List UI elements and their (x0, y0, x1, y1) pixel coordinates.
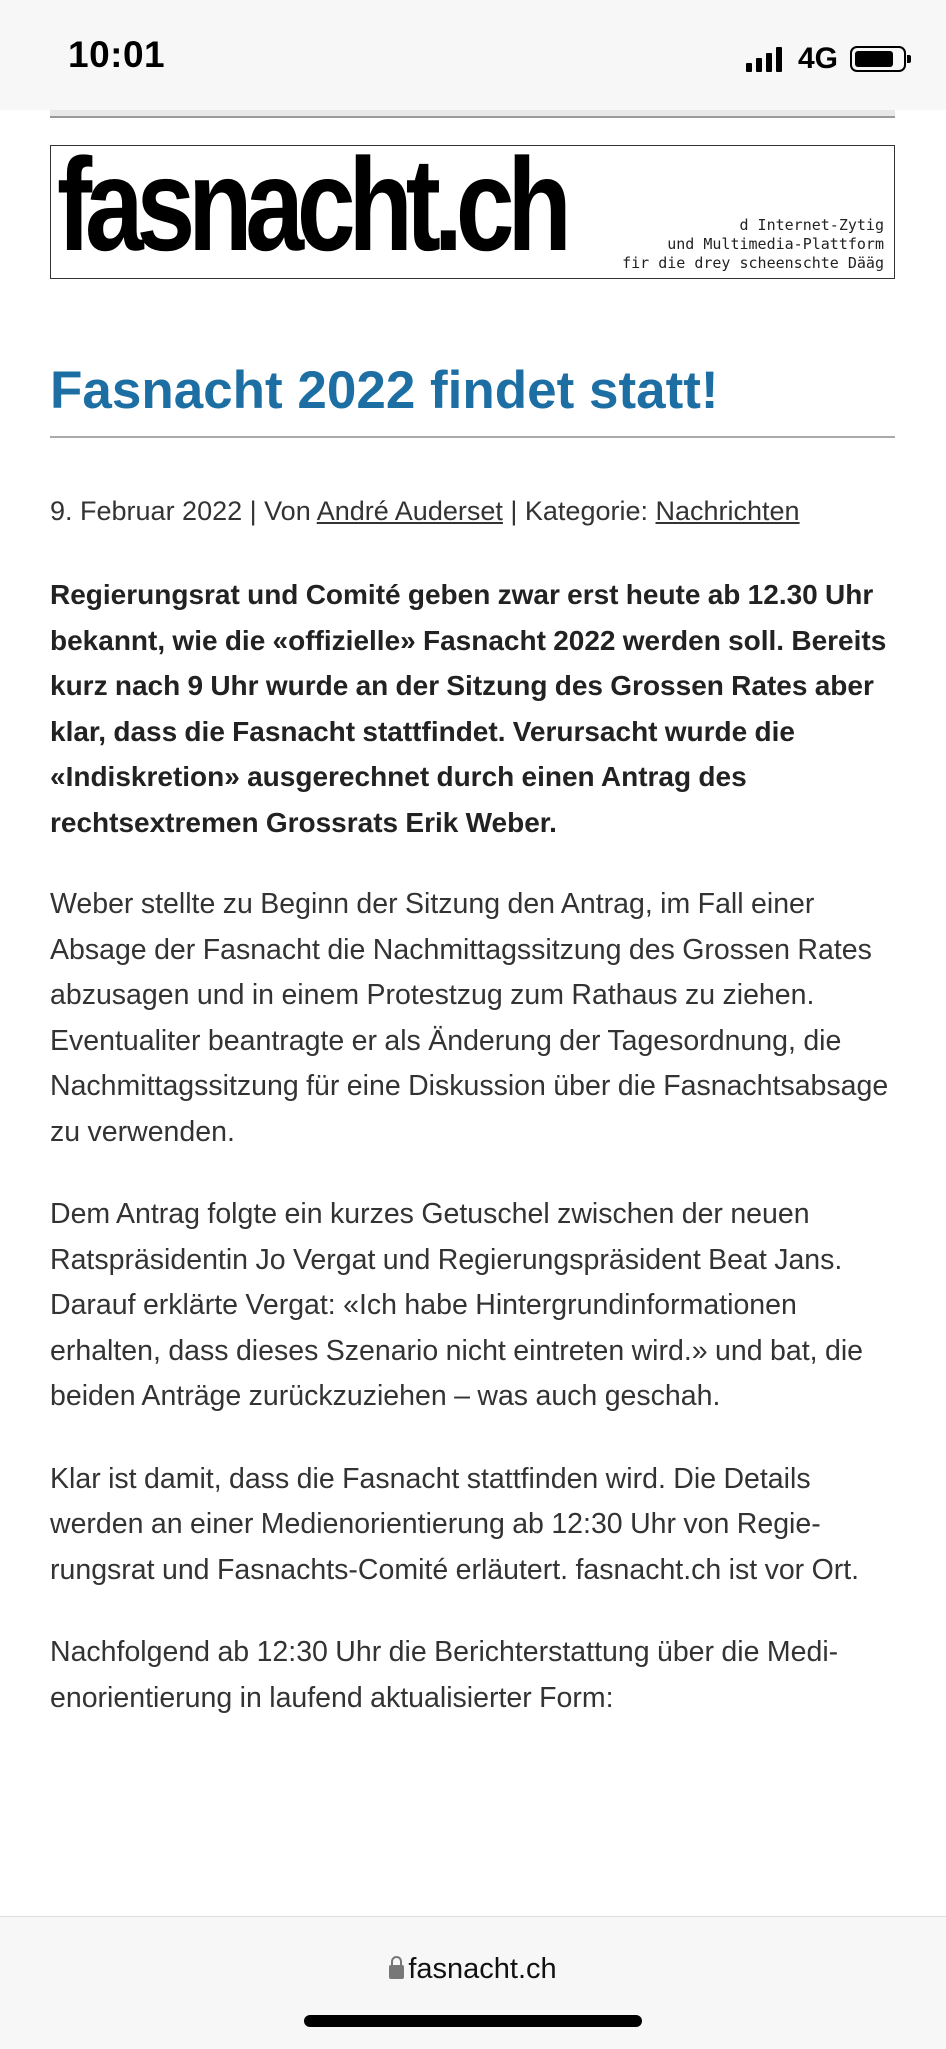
status-time: 10:01 (68, 34, 166, 75)
title-divider (50, 436, 895, 438)
category-link[interactable]: Nachrichten (655, 496, 800, 526)
author-label: Von (264, 496, 317, 526)
article-paragraph: Weber stellte zu Beginn der Sitzung den Antrag, im Fall einer Absage der Fasnacht die Nachmittagssitzung des Grossen Rates abzusagen und in einem Protestzug zum Rathaus zu ziehen. Eventualiter beantragte er als Änderung der Tagesordnung, die Nachmittagssitzung für eine Diskussion über die Fasnachtsabsage zu verwenden. (50, 888, 889, 1148)
status-indicators (746, 40, 906, 78)
article-title: Fasnacht 2022 findet statt! (50, 361, 719, 420)
home-indicator[interactable] (304, 2015, 642, 2027)
site-tagline (622, 216, 884, 273)
battery-icon (850, 46, 906, 72)
article-paragraph: Dem Antrag folgte ein kurzes Getuschel zwischen der neuen Ratspräsidentin Jo Vergat und Regierungspräsident Beat Jans. Darauf erklärte Vergat: «Ich habe Hintergrundinformationen erhalten, dass dieses Szenario nicht eintreten wird.» und bat, die beiden Anträge zurückzuziehen – was auch geschah. (50, 1198, 863, 1412)
network-type-label: 4G (797, 42, 838, 75)
article-paragraph: Nachfolgend ab 12:30 Uhr die Berichterstattung über die Medienorientierung in laufend aktualisierter Form: (50, 1636, 839, 1714)
site-logo[interactable]: fasnacht.ch (57, 131, 565, 278)
meta-separator: | (242, 496, 265, 526)
status-bar (0, 0, 946, 110)
author-link[interactable]: André Auderset (316, 496, 503, 526)
lock-icon (389, 1965, 404, 1979)
article-paragraph: Klar ist damit, dass die Fasnacht stattfinden wird. Die Details werden an einer Medienorientierung ab 12:30 Uhr von Regierungsrat und Fasnachts-Comité erläutert. fasnacht.ch ist vor Ort. (50, 1462, 860, 1586)
article-date: 9. Februar 2022 (50, 496, 243, 526)
meta-separator: | (502, 496, 525, 526)
header-divider (50, 110, 895, 118)
article-lead: Regierungsrat und Comité geben zwar erst heute ab 12.30 Uhr bekannt, wie die «offizielle» Fasnacht 2022 werden soll. Bereits kurz nach 9 Uhr wurde an der Sitzung des Grossen Rates aber klar, dass die Fasnacht stattfindet. Verursacht wurde die «Indiskretion» ausgerechnet durch einen Antrag des rechtsextremen Grossrats Erik Weber. (50, 579, 887, 838)
category-label: Kategorie: (524, 496, 656, 526)
tagline-line: und Multimedia-Plattform (667, 235, 884, 253)
address-bar[interactable] (0, 1953, 946, 1986)
signal-strength-icon (746, 46, 786, 72)
browser-bottom-bar (0, 1916, 946, 2049)
article-meta (50, 491, 895, 531)
tagline-line: d Internet-Zytig (739, 216, 884, 234)
article-body (50, 572, 895, 1758)
site-banner[interactable] (50, 131, 895, 279)
tagline-line: fir die drey scheenschte Dääg (622, 254, 884, 272)
url-text[interactable]: fasnacht.ch (408, 1953, 557, 1985)
